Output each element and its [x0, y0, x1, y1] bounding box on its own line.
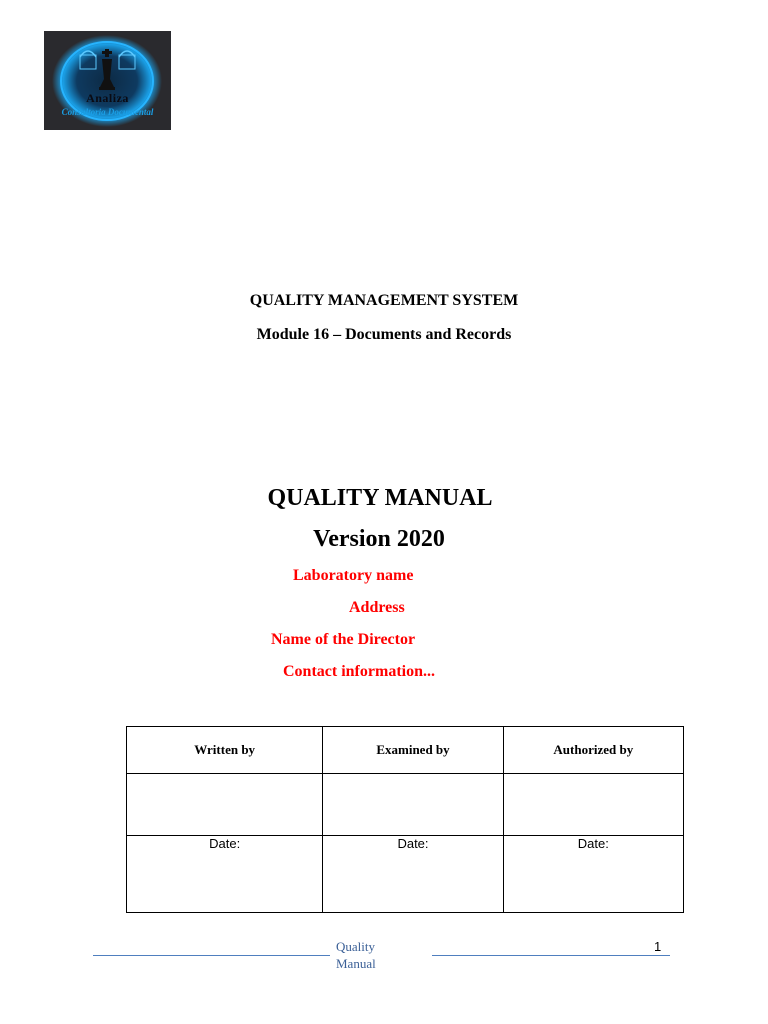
examined-by-signature-cell[interactable] — [323, 774, 503, 836]
company-logo — [44, 31, 171, 130]
page-number: 1 — [654, 939, 662, 954]
module-title: Module 16 – Documents and Records — [256, 326, 512, 343]
examined-by-header: Examined by — [323, 727, 503, 774]
written-by-signature-cell[interactable] — [127, 774, 323, 836]
laboratory-contact: Contact information... — [283, 663, 435, 680]
examined-by-date-cell[interactable] — [323, 836, 503, 913]
footer-label: Quality Manual — [336, 939, 376, 971]
manual-title: QUALITY MANUAL — [267, 485, 493, 511]
written-by-header: Written by — [127, 727, 323, 774]
laboratory-name: Laboratory name — [293, 567, 414, 584]
date-row — [127, 836, 684, 913]
logo-tagline: Consultoria Documental — [61, 107, 154, 117]
date-label: Date: — [577, 836, 609, 851]
written-by-date-cell[interactable] — [127, 836, 323, 913]
manual-version: Version 2020 — [313, 526, 445, 552]
authorized-by-header: Authorized by — [503, 727, 683, 774]
date-label: Date: — [397, 836, 429, 851]
signature-table — [126, 726, 684, 913]
signature-row — [127, 774, 684, 836]
logo-name: Analiza — [86, 91, 129, 105]
laboratory-address: Address — [349, 599, 405, 616]
footer-rule-right — [432, 955, 670, 956]
authorized-by-date-cell[interactable] — [503, 836, 683, 913]
authorized-by-signature-cell[interactable] — [503, 774, 683, 836]
date-label: Date: — [209, 836, 241, 851]
system-title: QUALITY MANAGEMENT SYSTEM — [249, 292, 519, 309]
signature-header-row — [127, 727, 684, 774]
footer-rule-left — [93, 955, 330, 956]
laboratory-director: Name of the Director — [271, 631, 416, 648]
